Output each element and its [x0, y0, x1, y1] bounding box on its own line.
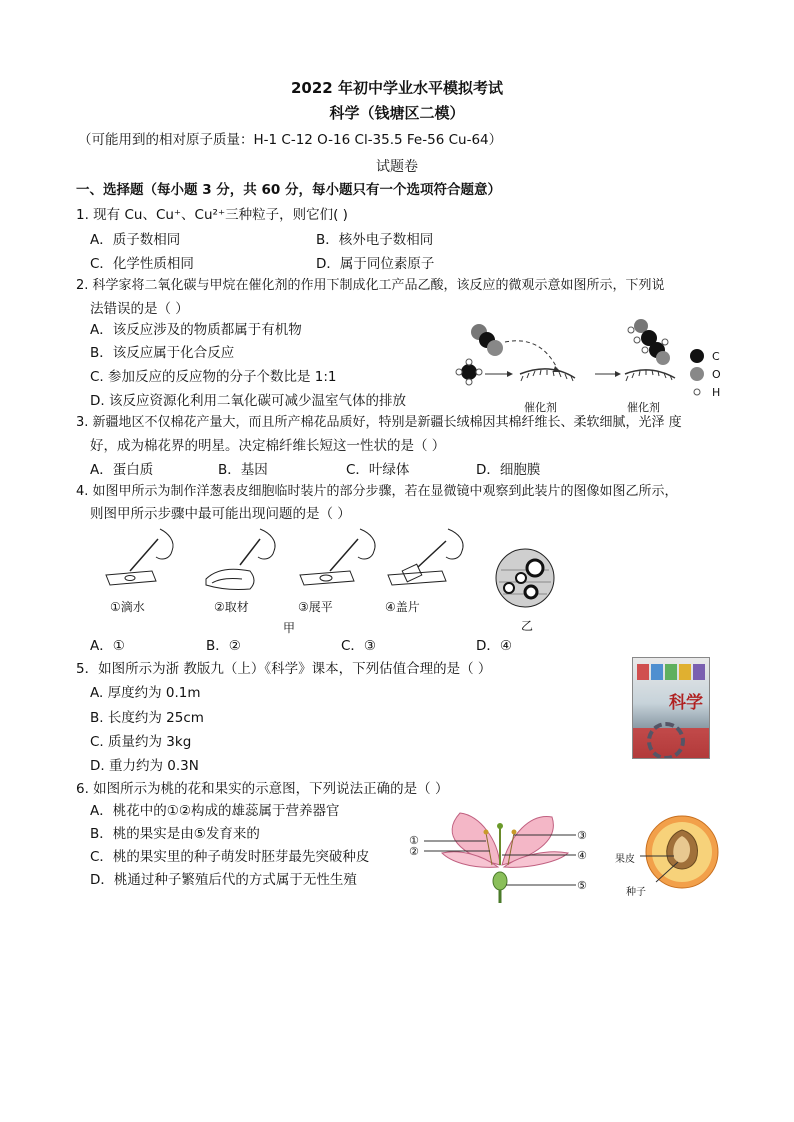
step-2-label: ②取材: [214, 600, 249, 614]
q4-option-a: A．①: [90, 638, 125, 654]
flower-label-2: ②: [409, 845, 419, 858]
section-heading: 一、选择题（每小题 3 分，共 60 分，每小题只有一个选项符合题意）: [76, 182, 501, 198]
legend-hydrogen: H: [712, 386, 721, 399]
q4-option-d: D．④: [476, 638, 512, 654]
microscope-view: [495, 548, 555, 608]
flower-label-3: ③: [577, 829, 587, 842]
q5-option-a: A. 厚度约为 0.1m: [90, 685, 201, 701]
catalyst-label-1: 催化剂: [524, 401, 557, 414]
textbook-title: 科学: [669, 693, 703, 713]
exam-title: 2022 年初中学业水平模拟考试: [291, 79, 503, 97]
q5-option-c: C. 质量约为 3kg: [90, 734, 192, 750]
step-4-label: ④盖片: [385, 600, 420, 614]
q6-option-b: B．桃的果实是由⑤发育来的: [90, 826, 260, 842]
peach-flower-diagram: [420, 805, 595, 905]
paper-label: 试题卷: [376, 159, 418, 175]
q1-stem: 1. 现有 Cu、Cu⁺、Cu²⁺三种粒子，则它们( ): [76, 207, 348, 223]
q6-option-c: C．桃的果实里的种子萌发时胚芽最先突破种皮: [90, 849, 370, 865]
q1-option-b: B．核外电子数相同: [316, 232, 434, 248]
q1-option-d: D．属于同位素原子: [316, 256, 435, 272]
seed-label: 种子: [626, 887, 646, 898]
textbook-cover: [632, 657, 710, 759]
figure-jia-label: 甲: [283, 621, 296, 635]
catalyst-label-2: 催化剂: [627, 401, 660, 414]
step-3-label: ③展平: [298, 600, 333, 614]
q3-stem-line2: 好，成为棉花界的明星。决定棉纤维长短这一性状的是（ ）: [90, 438, 446, 454]
q4-option-b: B．②: [206, 638, 241, 654]
q1-option-a: A．质子数相同: [90, 232, 181, 248]
legend-oxygen: O: [712, 368, 721, 381]
atomic-masses: （可能用到的相对原子质量：H-1 C-12 O-16 Cl-35.5 Fe-56 Cu-64）: [78, 132, 503, 148]
q2-stem-line2: 法错误的是（ ）: [90, 301, 189, 317]
q4-stem-line2: 则图甲所示步骤中最可能出现问题的是（ ）: [90, 506, 351, 522]
q2-option-b: B．该反应属于化合反应: [90, 345, 235, 361]
q5-option-d: D. 重力约为 0.3N: [90, 758, 199, 774]
q5-stem: 5．如图所示为浙 教版九（上）《科学》课本，下列估值合理的是（ ）: [76, 661, 492, 677]
reaction-diagram: [445, 310, 735, 420]
q2-option-a: A．该反应涉及的物质都属于有机物: [90, 322, 302, 338]
q6-stem: 6. 如图所示为桃的花和果实的示意图，下列说法正确的是（ ）: [76, 781, 449, 797]
q2-option-d: D. 该反应资源化利用二氧化碳可减少温室气体的排放: [90, 393, 406, 409]
q2-stem-line1: 2. 科学家将二氧化碳与甲烷在催化剂的作用下制成化工产品乙酸，该反应的微观示意如图所示，下列说: [76, 278, 665, 293]
q3-stem-line1: 3. 新疆地区不仅棉花产量大，而且所产棉花品质好，特别是新疆长绒棉因其棉纤维长、柔软细腻，光泽 度: [76, 415, 682, 430]
pericarp-label: 果皮: [615, 854, 635, 865]
q1-option-c: C．化学性质相同: [90, 256, 194, 272]
q2-option-c: C. 参加反应的反应物的分子个数比是 1:1: [90, 369, 337, 385]
flower-label-4: ④: [577, 849, 587, 862]
q4-option-c: C．③: [341, 638, 377, 654]
peach-fruit-diagram: [640, 812, 720, 892]
slide-preparation-steps: [100, 527, 480, 599]
q4-stem-line1: 4. 如图甲所示为制作洋葱表皮细胞临时装片的部分步骤，若在显微镜中观察到此装片的图像如图乙所示，: [76, 484, 678, 499]
exam-subtitle: 科学（钱塘区二模）: [329, 104, 465, 122]
q3-option-a: A．蛋白质: [90, 462, 154, 478]
flower-label-1: ①: [409, 834, 419, 847]
q6-option-d: D．桃通过种子繁殖后代的方式属于无性生殖: [90, 872, 357, 888]
flower-label-5: ⑤: [577, 879, 587, 892]
q5-option-b: B. 长度约为 25cm: [90, 710, 204, 726]
q3-option-c: C．叶绿体: [346, 462, 410, 478]
q3-option-d: D．细胞膜: [476, 462, 541, 478]
legend-carbon: C: [712, 350, 720, 363]
q3-option-b: B．基因: [218, 462, 268, 478]
figure-yi-label: 乙: [521, 619, 534, 633]
q6-option-a: A．桃花中的①②构成的雄蕊属于营养器官: [90, 803, 340, 819]
step-1-label: ①滴水: [110, 600, 145, 614]
